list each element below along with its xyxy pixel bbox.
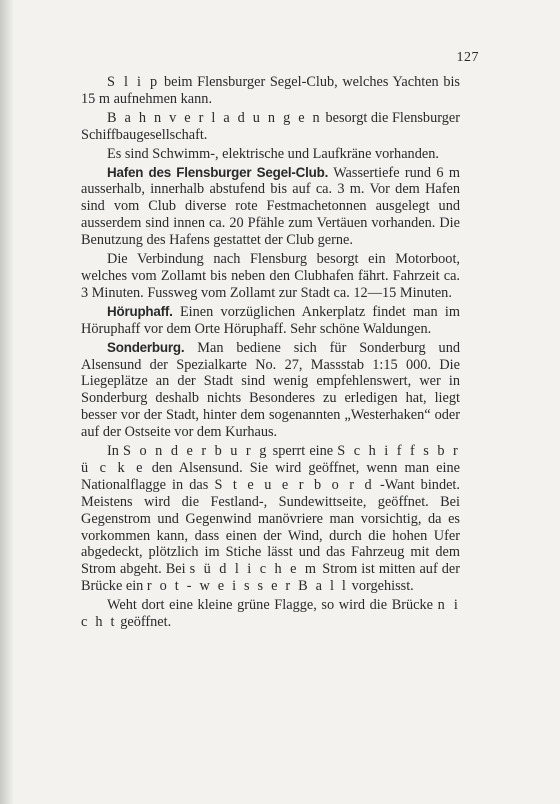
text-run: Weht dort eine kleine grüne Flagge, so wird die Brücke bbox=[107, 597, 438, 614]
text-run: sperrt eine bbox=[268, 443, 338, 460]
section-heading: Sonderburg. bbox=[107, 339, 185, 355]
paragraph bbox=[81, 251, 460, 302]
text-run: Strom ist mitten auf der Brücke ein bbox=[81, 561, 461, 595]
spaced-emphasis: S o n d e r b u r g bbox=[123, 443, 269, 460]
paragraph bbox=[81, 74, 460, 108]
text-run: Man bediene sich für Sonderburg und Alsensund der Spezialkarte No. 27, Massstab 1:15 000. Die Liegeplätze an der Stadt sind wenig empfehlenswert, wer in Sonderburg deshalb nichts Besonderes zu erledigen hat, liegt besser vor der Stadt, hinter dem sogenannten „Westerhaken“ oder auf der Ostseite vor dem Kurhaus. bbox=[81, 339, 460, 441]
text-run: Wassertiefe rund 6 m ausserhalb, innerhalb abstufend bis auf ca. 3 m. Vor dem Hafen sind vom Club diverse rote Festmachetonnen ausgelegt und ausserdem sind innen ca. 20 Pfähle zum Vertäuen vorhanden. Die Benutzung des Hafens gestattet der Club gerne. bbox=[81, 164, 460, 249]
text-run: den Alsensund. Sie wird geöffnet, wenn man eine Nationalflagge in das bbox=[81, 459, 460, 493]
text-run: Einen vorzüglichen Ankerplatz findet man im Höruphaff vor dem Orte Höruphaff. Sehr schöne Waldungen. bbox=[81, 303, 460, 337]
spaced-emphasis: S t e u e r b o r d bbox=[214, 476, 374, 493]
section-heading: Hafen des Flensburger Segel-Club. bbox=[107, 164, 329, 180]
paragraph bbox=[81, 110, 460, 144]
paragraph bbox=[81, 340, 460, 441]
text-run: Die Verbindung nach Flensburg besorgt ein Motorboot, welches vom Zollamt bis neben den Clubhafen fährt. Fahrzeit ca. 3 Minuten. Fussweg vom Zollamt zur Stadt ca. 12—15 Minuten. bbox=[81, 251, 460, 301]
spaced-emphasis: S l i p bbox=[107, 74, 160, 90]
paragraph bbox=[81, 443, 460, 595]
text-run: beim Flensburger Segel-Club, welches Yachten bis 15 m aufnehmen kann. bbox=[81, 74, 461, 107]
paragraph bbox=[81, 597, 460, 631]
text-run: besorgt die Flensburger Schiffbaugesellschaft. bbox=[81, 109, 460, 143]
spaced-emphasis: B a h n v e r l a d u n g e n bbox=[107, 109, 322, 126]
spaced-emphasis: n i c h t bbox=[81, 597, 460, 631]
text-run: vorgehisst. bbox=[348, 578, 414, 595]
body-text bbox=[81, 74, 460, 633]
text-run: -Want bindet. Meistens wird die Festland-, Sundewittseite, geöffnet. Bei Gegenstrom und Gegenwind manövriere man vorsichtig, da es vorkommen kann, dass einen der Wind, durch die hohen Ufer abgedeckt, plötzlich im Stiche lässt und das Fahrzeug mit dem Strom abgeht. Bei bbox=[81, 476, 460, 578]
text-run: Es sind Schwimm-, elektrische und Laufkräne vorhanden. bbox=[107, 145, 439, 162]
spaced-emphasis: S c h i f f s b r ü c k e bbox=[81, 443, 460, 476]
spaced-emphasis: s ü d l i c h e m bbox=[189, 561, 319, 578]
text-run: geöffnet. bbox=[116, 614, 172, 631]
paragraph bbox=[81, 304, 460, 338]
paragraph bbox=[81, 165, 460, 250]
text-run: In bbox=[107, 443, 124, 460]
page-number: 127 bbox=[456, 50, 479, 65]
section-heading: Höruphaff. bbox=[107, 303, 173, 319]
paragraph bbox=[81, 146, 460, 163]
spaced-emphasis: r o t - w e i s s e r B a l l bbox=[146, 578, 349, 595]
